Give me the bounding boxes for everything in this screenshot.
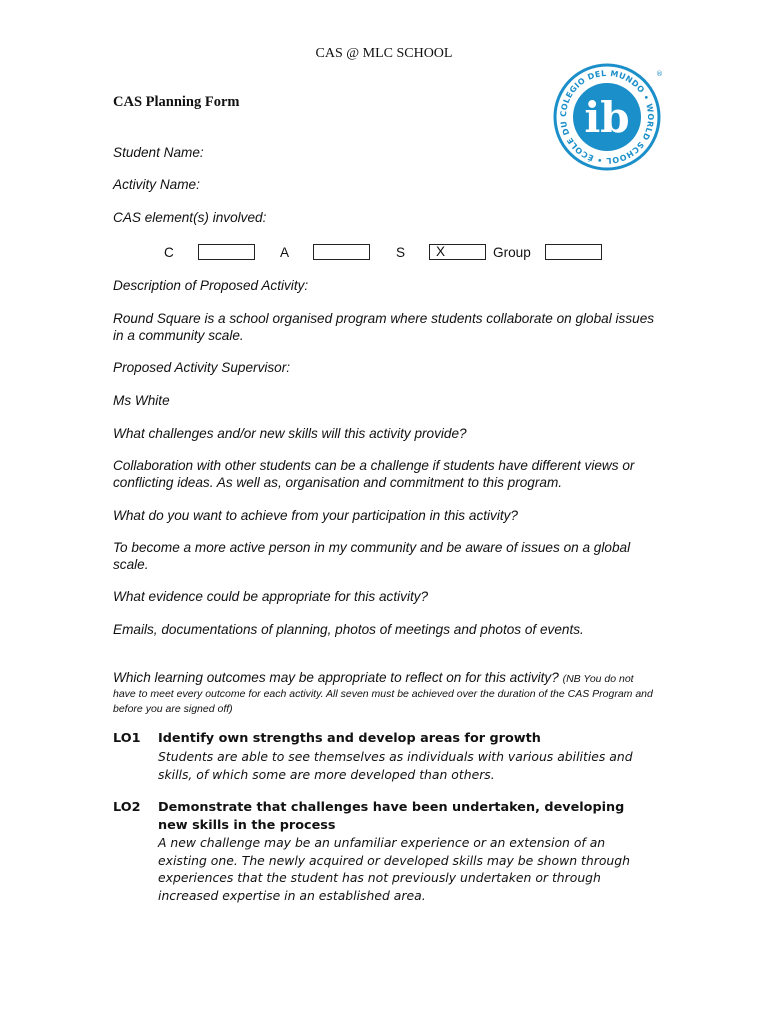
lo1-code: LO1 bbox=[113, 731, 141, 746]
lo2-code: LO2 bbox=[113, 800, 141, 815]
evidence-question: What evidence could be appropriate for this activity? bbox=[113, 589, 429, 604]
ib-logo-icon bbox=[552, 62, 662, 172]
school-header: CAS @ MLC SCHOOL bbox=[315, 46, 453, 61]
learning-outcomes-note: (NB You do not have to meet every outcome for each activity. All seven must be achieved over the duration of the CAS Program and before you are signed off) bbox=[113, 673, 653, 715]
learning-outcomes-question-text: Which learning outcomes may be appropriate to reflect on for this activity? bbox=[113, 670, 559, 685]
logo-registered: ® bbox=[656, 70, 662, 78]
description-question: Description of Proposed Activity: bbox=[113, 278, 309, 293]
challenges-question: What challenges and/or new skills will this activity provide? bbox=[113, 426, 467, 441]
element-box-c bbox=[198, 244, 255, 260]
description-answer: Round Square is a school organised program where students collaborate on global issues in a community scale. bbox=[113, 311, 655, 343]
supervisor-question: Proposed Activity Supervisor: bbox=[113, 360, 291, 375]
element-label-a: A bbox=[280, 245, 290, 260]
form-title: CAS Planning Form bbox=[113, 94, 240, 110]
element-box-group bbox=[545, 244, 602, 260]
lo1-title: Identify own strengths and develop areas for growth bbox=[158, 731, 541, 746]
element-box-s: X bbox=[429, 244, 486, 260]
element-label-c: C bbox=[164, 245, 174, 260]
logo-ring-text: COLEGIO DEL MUNDO • WORLD SCHOOL • ÉCOLE DU bbox=[558, 68, 656, 166]
learning-outcomes-question bbox=[113, 671, 653, 716]
supervisor-answer: Ms White bbox=[113, 393, 170, 408]
achieve-question: What do you want to achieve from your participation in this activity? bbox=[113, 508, 518, 523]
lo1-description: Students are able to see themselves as individuals with various abilities and skills, of which some are more developed than others. bbox=[158, 749, 633, 782]
cas-elements-label: CAS element(s) involved: bbox=[113, 210, 267, 225]
evidence-answer: Emails, documentations of planning, photos of meetings and photos of events. bbox=[113, 622, 584, 637]
element-label-group: Group bbox=[493, 245, 531, 260]
activity-name-label: Activity Name: bbox=[113, 177, 200, 192]
challenges-answer: Collaboration with other students can be a challenge if students have different views or conflicting ideas. As well as, organisation and commitment to this program. bbox=[113, 458, 635, 490]
lo2-title: Demonstrate that challenges have been undertaken, developing new skills in the process bbox=[158, 800, 625, 833]
student-name-label: Student Name: bbox=[113, 145, 204, 160]
ib-logo bbox=[552, 62, 662, 172]
logo-mark: ib bbox=[584, 93, 630, 142]
element-label-s: S bbox=[396, 245, 406, 260]
element-box-a bbox=[313, 244, 370, 260]
achieve-answer: To become a more active person in my community and be aware of issues on a global scale. bbox=[113, 540, 631, 572]
lo2-description: A new challenge may be an unfamiliar experience or an extension of an existing one. The newly acquired or developed skills may be shown through experiences that the student has not previously undertaken or through increased expertise in an established area. bbox=[158, 835, 630, 903]
